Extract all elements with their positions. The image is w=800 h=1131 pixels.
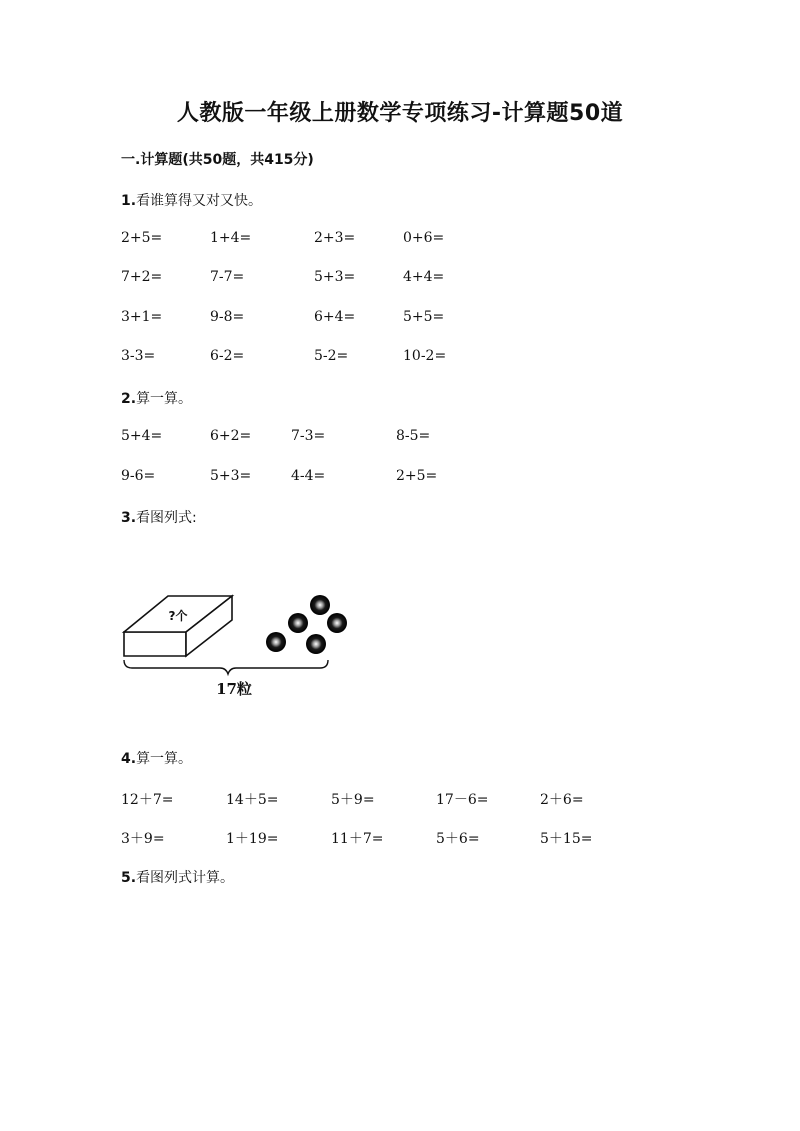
marble — [288, 613, 308, 633]
equation: 3+1= — [121, 309, 163, 325]
equation: 7+2= — [121, 269, 163, 285]
question-number: 3. — [121, 510, 137, 526]
equation: 6+4= — [314, 309, 356, 325]
question-4-title — [121, 748, 192, 768]
equation: 3＋9= — [121, 831, 165, 847]
equation: 2+5= — [121, 230, 163, 246]
equation: 5+3= — [210, 468, 252, 484]
equation: 14＋5= — [226, 792, 279, 808]
question-number: 2. — [121, 391, 137, 407]
equation: 3-3= — [121, 348, 156, 364]
equation: 10-2= — [403, 348, 447, 364]
marble — [266, 632, 286, 652]
equation: 5＋6= — [436, 831, 480, 847]
equation: 9-6= — [121, 468, 156, 484]
question-text: 看图列式: — [136, 510, 197, 526]
equation: 7-7= — [210, 269, 245, 285]
equation: 5＋9= — [331, 792, 375, 808]
candy-box-figure — [120, 590, 360, 710]
equation: 6-2= — [210, 348, 245, 364]
question-number: 4. — [121, 751, 137, 767]
question-1-title — [121, 190, 262, 210]
page-title: 人教版一年级上册数学专项练习-计算题50道 — [176, 101, 624, 126]
question-2-title — [121, 388, 192, 408]
question-5-title — [121, 867, 234, 887]
equation: 8-5= — [396, 428, 431, 444]
equation: 2+3= — [314, 230, 356, 246]
marble — [306, 634, 326, 654]
brace — [124, 660, 328, 674]
equation: 4+4= — [403, 269, 445, 285]
total-label: 17粒 — [216, 680, 252, 698]
equation: 17－6= — [436, 792, 489, 808]
equation: 2＋6= — [540, 792, 584, 808]
box-label: ?个 — [168, 609, 188, 623]
box-front-face — [124, 632, 186, 656]
marble — [327, 613, 347, 633]
question-number: 5. — [121, 870, 137, 886]
equation: 1+4= — [210, 230, 252, 246]
question-text: 算一算。 — [136, 391, 193, 407]
equation: 12＋7= — [121, 792, 174, 808]
question-text: 算一算。 — [136, 751, 193, 767]
equation: 6+2= — [210, 428, 252, 444]
question-3-title — [121, 507, 197, 527]
equation: 5＋15= — [540, 831, 593, 847]
section-heading: 一.计算题(共50题，共415分) — [121, 152, 314, 168]
equation: 7-3= — [291, 428, 326, 444]
equation: 9-8= — [210, 309, 245, 325]
equation: 4-4= — [291, 468, 326, 484]
equation: 5+4= — [121, 428, 163, 444]
question-text: 看谁算得又对又快。 — [136, 193, 263, 209]
question-number: 1. — [121, 193, 137, 209]
equation: 1＋19= — [226, 831, 279, 847]
equation: 0+6= — [403, 230, 445, 246]
equation: 11＋7= — [331, 831, 384, 847]
equation: 5+5= — [403, 309, 445, 325]
question-text: 看图列式计算。 — [136, 870, 235, 886]
equation: 2+5= — [396, 468, 438, 484]
marble — [310, 595, 330, 615]
equation: 5-2= — [314, 348, 349, 364]
equation: 5+3= — [314, 269, 356, 285]
